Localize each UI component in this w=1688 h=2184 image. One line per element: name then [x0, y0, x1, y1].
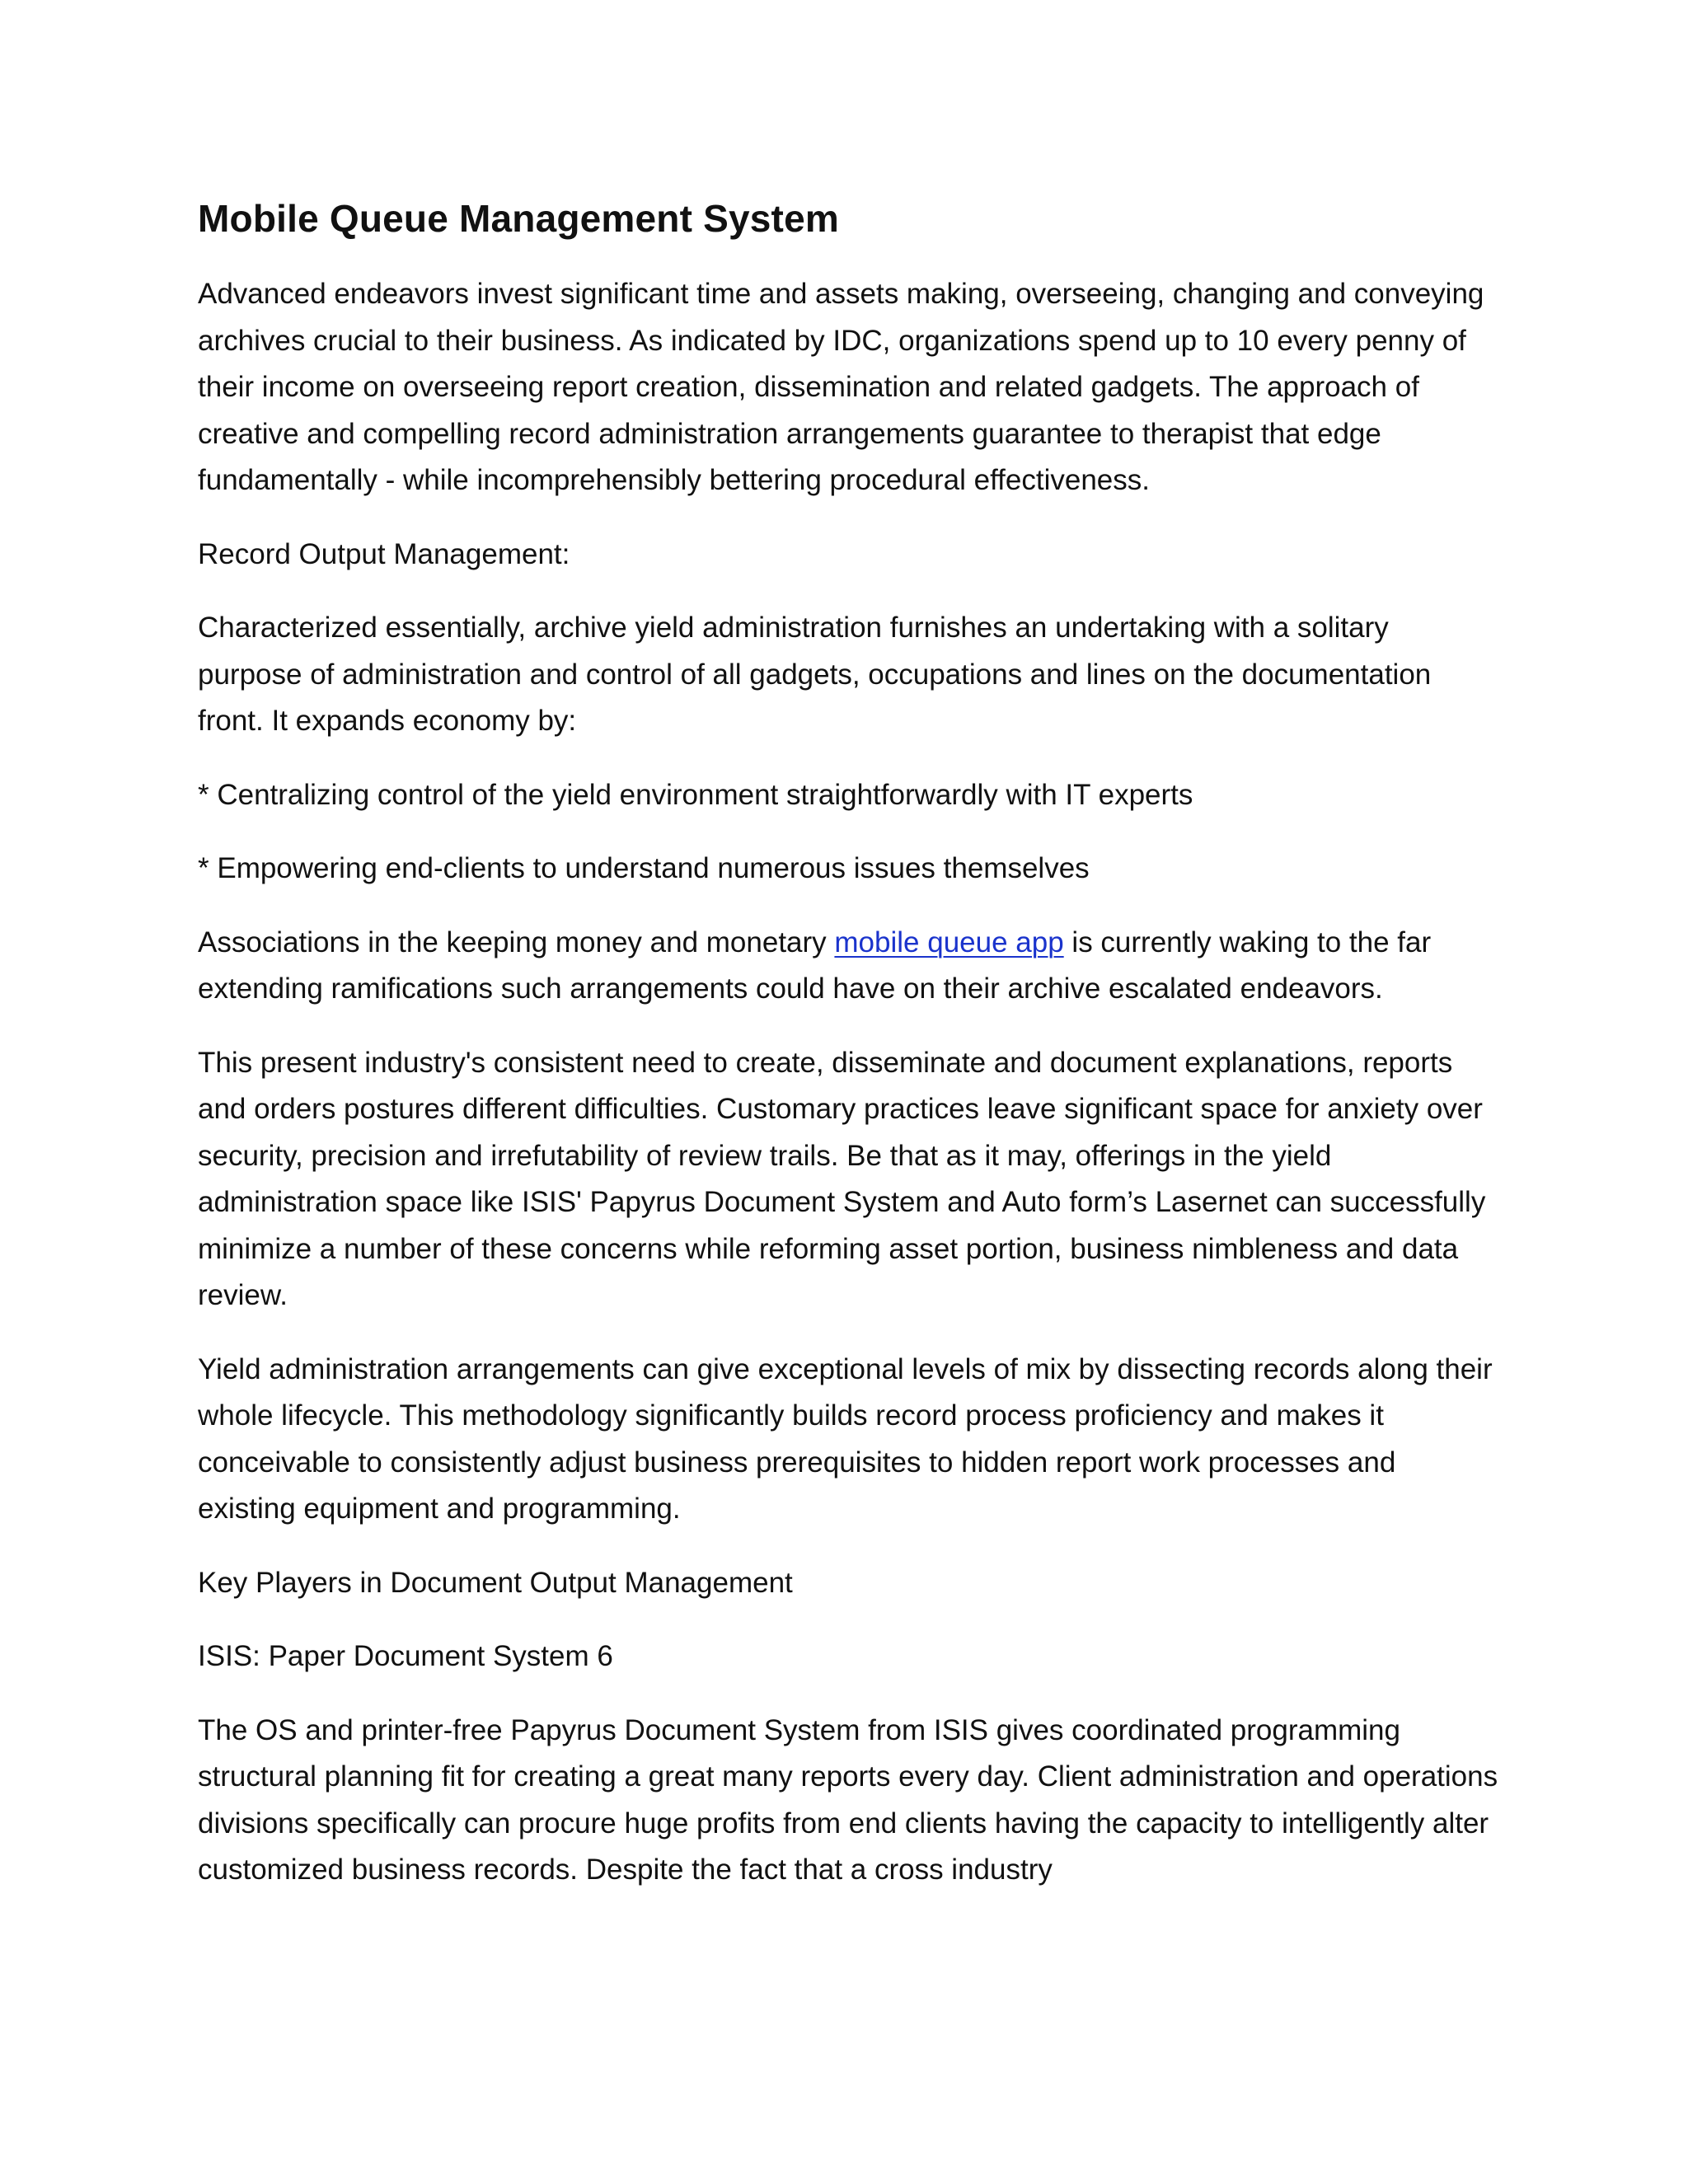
section-heading-key-players: Key Players in Document Output Management: [198, 1566, 793, 1599]
bullet-item-empowering: * Empowering end-clients to understand numerous issues themselves: [198, 852, 1090, 884]
yield-administration-paragraph: Yield administration arrangements can give exceptional levels of mix by dissecting records along their whole lifecycle. This methodology significantly builds record process proficiency and makes it conceivable to consistently adjust business prerequisites to hidden report work processes and existing equipment and programming.: [198, 1352, 1493, 1525]
section-heading-isis: ISIS: Paper Document System 6: [198, 1640, 613, 1672]
definition-paragraph: Characterized essentially, archive yield administration furnishes an undertaking with a solitary purpose of administration and control of all gadgets, occupations and lines on the documentation front. It expands economy by:: [198, 612, 1432, 737]
mobile-queue-app-link[interactable]: mobile queue app: [834, 926, 1064, 958]
associations-text-after-link: is currently waking to the far extending ramifications such arrangements could have on their archive escalated endeavors.: [198, 926, 1432, 1005]
intro-paragraph: Advanced endeavors invest significant time and assets making, overseeing, changing and conveying archives crucial to their business. As indicated by IDC, organizations spend up to 10 every penny of their income on overseeing report creation, dissemination and related gadgets. The approach of creative and compelling record administration arrangements guarantee to therapist that edge fundamentally - while incomprehensibly bettering procedural effectiveness.: [198, 278, 1484, 496]
associations-paragraph: [198, 920, 1500, 1013]
associations-text-before-link: Associations in the keeping money and monetary: [198, 926, 835, 958]
papyrus-paragraph: The OS and printer-free Papyrus Document System from ISIS gives coordinated programming structural planning fit for creating a great many reports every day. Client administration and operations divisions specifically can procure huge profits from end clients having the capacity to intelligently alter customized business records. Despite the fact that a cross industry: [198, 1713, 1498, 1886]
bullet-item-centralizing: * Centralizing control of the yield environment straightforwardly with IT experts: [198, 778, 1193, 811]
industry-paragraph: This present industry's consistent need to create, disseminate and document explanations, reports and orders postures different difficulties. Customary practices leave significant space for anxiety over security, precision and irrefutability of review trails. Be that as it may, offerings in the yield administration space like ISIS' Papyrus Document System and Auto form’s Lasernet can successfully minimize a number of these concerns while reforming asset portion, business nimbleness and data review.: [198, 1046, 1486, 1311]
page-title: Mobile Queue Management System: [198, 197, 839, 240]
document-page: [198, 194, 1500, 1921]
section-heading-record-output: Record Output Management:: [198, 537, 570, 570]
